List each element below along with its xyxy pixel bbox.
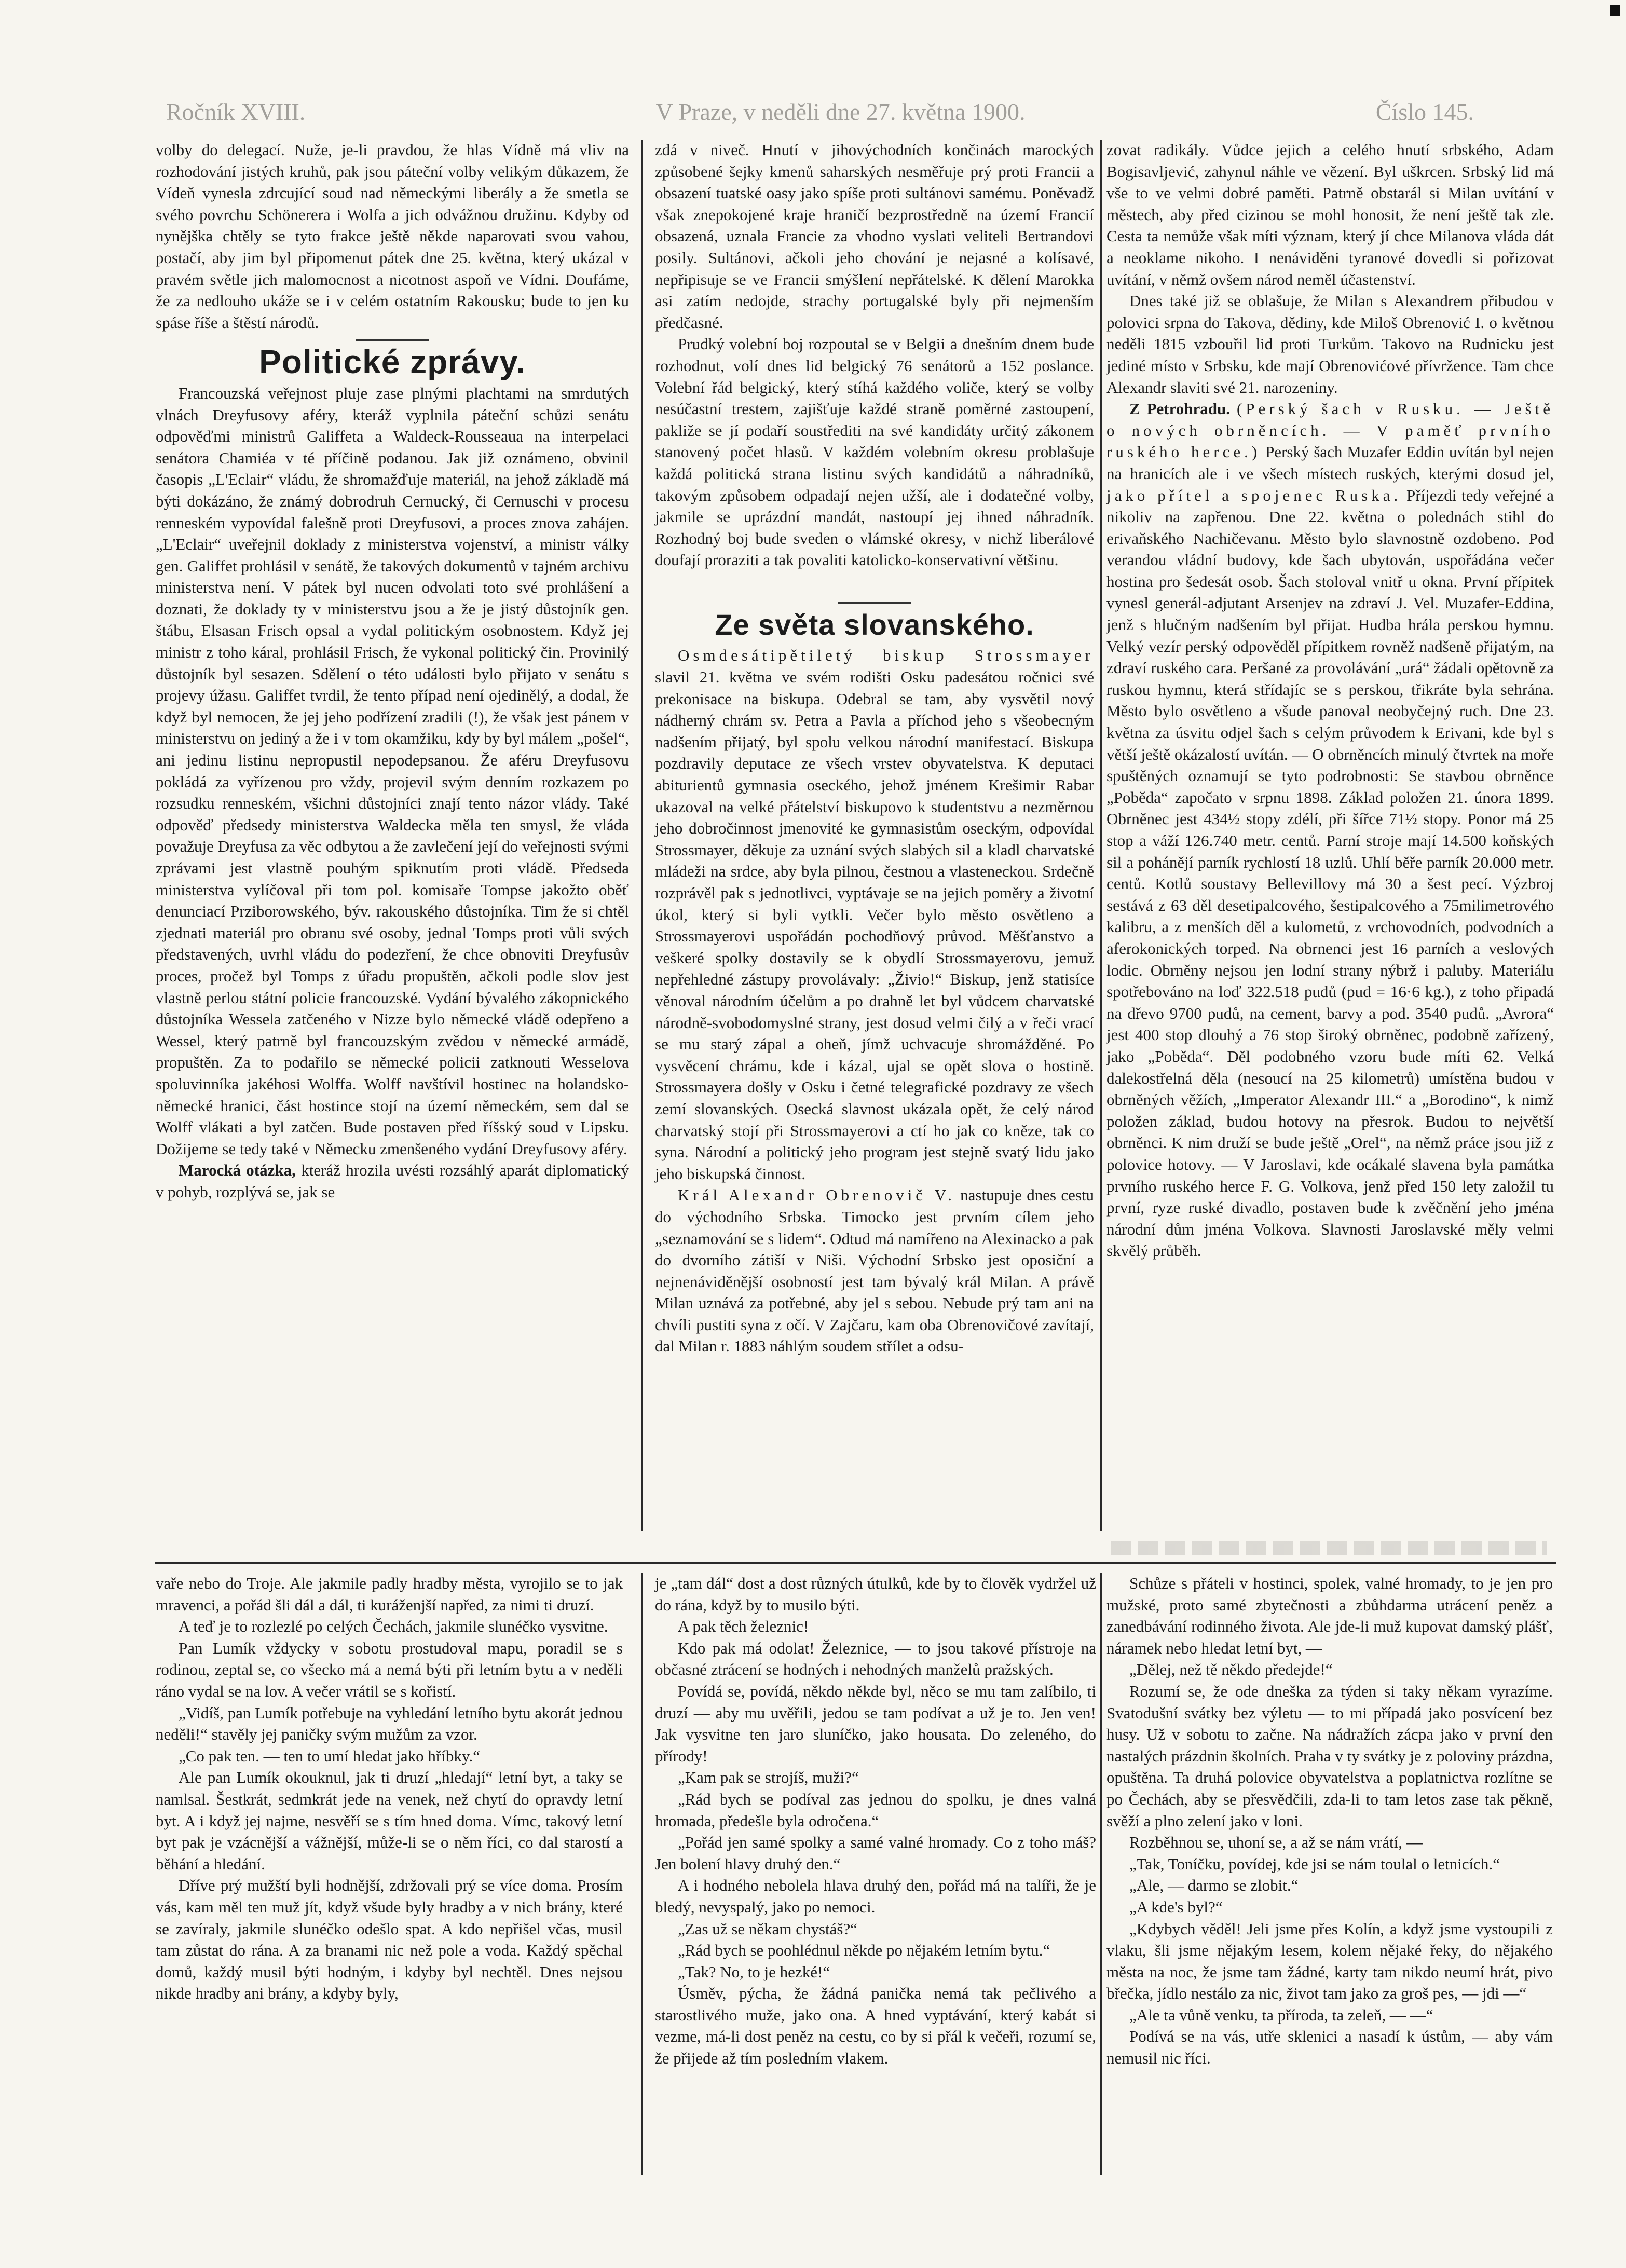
feuilleton-paragraph: Podívá se na vás, utře sklenici a nasadí k ústům, — aby vám nemusil nic říci. bbox=[1106, 2027, 1553, 2068]
feuilleton-divider-1 bbox=[641, 1573, 643, 2175]
feuilleton-paragraph: Ale pan Lumík okouknul, jak ti druzí „hledají“ letní byt, a taky se namlsal. Šestkrát, sedmkrát jede na venek, než chytí do opravdy letní byt. A i když jej najme, nesvěří se s tím hned doma. Vímc, takový letní byt pak je vzácnější a vážnější, může-li se o něm říci, co dal starostí a běhání a hledání. bbox=[156, 1768, 623, 1873]
short-rule bbox=[356, 339, 429, 341]
article-continuation: volby do delegací. Nuže, je-li pravdou, že hlas Vídně má vliv na rozhodování jistých kruhů, pak jsou páteční volby velikým důkazem, že Vídeň vynesla zdrcující soud nad německými liberály a že smetla se svého povrchu Schönerera i Wolfa a jich odvážnou družinu. Kdyby od nynějška chtěly se tyto frakce ještě někde naparovati svou vahou, postačí, aby jim byl připomenut pátek dne 25. května, který ukázal v pravém světle jich malomocnost a nicotnost aspoň ve Vídni. Doufáme, že za nedlouho ukáže se i v celém ostatním Rakousku; bude to jen ku spáse říše a štěstí národů. bbox=[156, 141, 629, 332]
section-title-slavic-world: Ze světa slovanského. bbox=[715, 608, 1034, 641]
feuilleton-paragraph: Rozumí se, že ode dneška za týden si taky někam vyrazíme. Svatodušní svátky bez výletu — to mi případá jako posvícení bez husy. Už v sobotu to začne. Na nádražích zácpa jako v první den nastalých prázdnin školních. Praha v ty svátky je z poloviny prázdna, opuštěna. Ta druhá polovice obyvatelstva a poplatnictva rozlítne se po Čechách, aby se přesvědčili, zda-li to tam letos zase tak pěkně, svěží a plno zelení jako v loni. bbox=[1106, 1682, 1553, 1830]
article-belgium-lead: Prudký volební boj rozpoutal se v Belgii bbox=[678, 335, 945, 353]
corner-mark bbox=[1610, 5, 1620, 16]
feuilleton-paragraph: Pan Lumík vždycky v sobotu prostudoval mapu, poradil se s rodinou, zeptal se, co všecko má a nemá býti při letním bytu a v neděli ráno vydal se na lov. A večer vrátil se s kořistí. bbox=[156, 1638, 623, 1700]
article-petrograd bbox=[1106, 398, 1554, 1262]
column-3 bbox=[1106, 139, 1554, 1262]
feuilleton-paragraph: Povídá se, povídá, někdo někde byl, něco se mu tam zalíbilo, ti druzí — aby mu uvěřili, jedou se tam podívat a už je to. Jen ven! Jak vysvitne ten jaro sluníčko, jako housata. Do zeleného, do přírody! bbox=[655, 1682, 1096, 1765]
feuilleton-paragraph: „Tak, Toníčku, povídej, kde jsi se nám toulal o letnicích.“ bbox=[1129, 1854, 1500, 1873]
article-petrograd-subtitle: (Perský šach v Rusku. — Ještě o nových obrněncích. — V paměť prvního ruského herce.) bbox=[1106, 400, 1554, 461]
feuilleton-header-decoration bbox=[1111, 1541, 1547, 1555]
short-rule bbox=[838, 602, 911, 604]
header-volume: Ročník XVIII. bbox=[166, 98, 306, 125]
article-morocco-text: kteráž hrozila uvésti rozsáhlý aparát diplomatický v pohyb, rozplývá se, jak se bbox=[156, 1161, 629, 1201]
feuilleton-paragraph: vaře nebo do Troje. Ale jakmile padly hradby města, vyrojilo se to jak mravenci, a pořád šli dál a dál, ti kuráženjší napřed, za nimi ti druzí. bbox=[156, 1574, 623, 1614]
article-petrograd-emphasis: jako přítel a spojenec Ruska. bbox=[1106, 486, 1402, 504]
article-king-alexander-text: nastupuje dnes cestu do východního Srbska. Timocko jest prvním cílem jeho „seznamování se s lidem“. Odtud má namířeno na Alexinacko a pak do dvorního zátiší v Niši. Východní Srbsko jest oposiční a nejnenáviděnější osobností jest tam bývalý král Milan. A právě Milan uznává za potřebné, aby jel s sebou. Nebude prý tam ani na chvíli pustiti syna z očí. V Zajčaru, kam oba Obrenovičové zavítají, dal Milan r. 1883 náhlým soudem střílet a odsu- bbox=[655, 1186, 1095, 1356]
feuilleton-paragraph: „Rád bych se podíval zas jednou do spolku, je dnes valná hromada, předešle byla odročena.“ bbox=[655, 1789, 1096, 1830]
feuilleton-paragraph: A pak těch železnic! bbox=[678, 1617, 809, 1636]
article-belgium bbox=[655, 333, 1094, 571]
article-petrograd-lead: Z Petrohradu. bbox=[1129, 400, 1231, 418]
feuilleton-paragraph: „Kam pak se strojíš, muži?“ bbox=[678, 1768, 859, 1787]
article-petrograd-text: Příjezdi tedy veřejné a nikoliv na zapřenou. Dne 22. května o polednách stihl do erivaňského Nachičevanu. Město bylo slavnostně ozdobeno. Pod verandou vládní budovy, kde šach ubytován, uspořádána večer hostina pro šedesát osob. Šach stoloval vnitř u okna. První přípitek vynesl generál-adjutant Arsenjev na zdraví J. Vel. Muzafer-Eddina, jenž s hlučným nadšením byl přijat. Hudba hrála perskou hymnu. Velký vezír perský odpověděl přípitkem rovněž nadšeně přijatým, na zdraví ruského cara. Peršané za provolávání „urá“ žádali opětovně za ruskou hymnu, která střídajíc se s perskou, třikráte byla sehrána. Město bylo osvětleno a všude panoval neobyčejný ruch. Dne 23. května za úsvitu odjel šach s celým průvodem k Erivani, kde byl s větší ještě okázalostí uvítán. — O obrněncích minulý čtvrtek na moře spuštěných oznamují se tyto podrobnosti: Se stavbou obrněnce „Poběda“ započato v srpnu 1898. Základ položen 21. února 1899. Obrněnec jest 434½ stopy zdélí, při šířce 71½ stopy. Ponor má 25 stop a váží 126.740 metr. centů. Parní stroje mají 14.500 koňských sil a pohánějí parník rychlostí 18 uzlů. Uhlí běře parník 20.000 metr. centů. Kotlů soustavy Bellevillovy má 30 a šest pecí. Výzbroj sestává z 63 děl desetipalcového, šestipalcového a 75milimetrového kalibru, a z menších děl a kulometů, z vrchovodních, podvodních a aferokonických torped. Na obrnenci jest 16 parních a veslových lodic. Obrněny nejsou jen lodní strany nýbrž i paluby. Materiálu spotřebováno na loď 322.518 pudů (pud = 16·6 kg.), z toho připadá na dřevo 9700 pudů, na cement, barvy a pod. 3540 pudů. „Avrora“ jest 400 stop dlouhý a 76 stop široký obrněnec, podobně zařízený, jako „Poběda“. Děl podobného vzoru bude míti 62. Velká dalekostřelná děla (nesoucí na 25 kilometrů) umístěna budou v obrněných věžích, „Imperator Alexandr III.“ a „Borodino“, k nimž položen základ, budou hotovy na přesrok. Budou to největší obrněnci. K nim druží se bude ještě „Orel“, na němž práce jsou již z polovice hotovy. — V Jaroslavi, kde ocákalé slavena byla památka prvního ruského herce F. G. Volkova, jenž před 150 lety založil tu první, ryze ruské divadlo, postaven bude k zvěčnění jeho jména národní dům jména Volkova. Slavnosti Jaroslavské měly velmi skvělý průběh. bbox=[1106, 486, 1554, 1260]
article-strossmayer bbox=[655, 645, 1094, 1184]
column-2 bbox=[655, 139, 1094, 1357]
feuilleton-paragraph: Úsměv, pýcha, že žádná panička nemá tak pečlivého a starostlivého muže, jako ona. A hned vyptávání, který kabát si vezme, má-li dost peněz na cestu, co by si přál k večeři, rozumí se, že přijede až tím posledním vlakem. bbox=[655, 1984, 1096, 2068]
page-header bbox=[166, 93, 1474, 130]
article-belgium-text: a dnešním dnem bude rozhodnut, volí dnes lid belgický 76 senátorů a 152 poslance. Volební řád belgický, který stíhá každého voliče, který se volby nesúčastní trestem, zajišťuje každé straně poměrné zastoupení, pakliže se jí podaří soustřediti na své kandidáty určitý zákonem stanovený počet hlasů. V každém volebním okresu problašuje každá politická strana listinu svých kandidátů a náhradníků, takovým způsobem odpadají nejen užší, ale i dodatečné volby, jakmile se uprázdní mandát, nastoupí jej ihned náhradník. Rozhodný boj bude sveden o vlámské okresy, v nichž liberálové doufají proraziti a tak povaliti katolicko-konservativní většinu. bbox=[655, 335, 1095, 569]
article-strossmayer-text: slavil 21. května ve svém rodišti Osku padesátou ročnici své prekonisace na biskupa. Odebral se tam, aby vysvětil nový nádherný chrám sv. Petra a Pavla a příchod jeho s všeobecným nadšením přijatý, byl spolu velkou národní manifestací. Biskupa pozdravily deputace ze všech vrstev obyvatelstva. K deputaci abiturientů gymnasia oseckého, jehož jménem Krešimir Rabar ukazoval na velké přátelství biskupovo k studentstvu a nezměrnou jeho dobročinnost jmenovité ke gymnasistům oseckým, odpovídal Strossmayer, děkuje za uznání svých slabých sil a kladl charvatské mládeži na srdce, aby byla pilnou, čestnou a vlasteneckou. Srdečně rozprávěl pak s jednotlivci, vyptávaje se na jejich poměry a životní úkol, který si byli vytkli. Večer bylo město osvětleno a Strossmayerovi uspořádán pochodňový průvod. Měšťanstvo a veškeré spolky dostavily se k obydlí Strossmayerovu, jemuž nepřehledné zástupy provolávaly: „Živio!“ Biskup, jenž statisíce věnoval národním účelům a po drahně let byl vůdcem charvatské národně-svobodomyslné strany, jest dosud velmi čilý a v řeči vrací se mu starý zápal a oheň, jímž uchvacuje shromážděné. Po vysvěcení chrámu, kde i kázal, ujal se opět slova o hostině. Strossmayera došly v Osku i četné telegrafické pozdravy ze všech zemí slovanských. Osecká slavnost ukázala opět, že celý národ charvatský stojí při Strossmayerovi a ctí ho jak co kněze, tak co syna. Národní a politický jeho program jest stejně svatý lidu jako jeho biskupská činnost. bbox=[655, 668, 1094, 1183]
article-king-alexander-lead: Král Alexandr Obrenovič V. bbox=[678, 1186, 955, 1205]
feuilleton-paragraph: A i hodného nebolela hlava druhý den, pořád má na talíři, že je bledý, nevyspalý, jako po nemoci. bbox=[655, 1876, 1096, 1916]
feuilleton-paragraph: „A kde's byl?“ bbox=[1129, 1897, 1223, 1916]
column-1 bbox=[156, 139, 629, 1203]
article-takovo: Dnes také již se oblašuje, že Milan s Alexandrem přibudou v polovici srpna do Takova, dědiny, kde Miloš Obrenović I. o květnou neděli 1815 vzbouřil lid proti Turkům. Takovo na Rudnicku jest jediné místo v Srbsku, kde mají Obrenovićové přívržence. Tam chce Alexandr slaviti své 21. narozeniny. bbox=[1106, 292, 1554, 397]
feuilleton-column-2 bbox=[655, 1573, 1096, 2069]
feuilleton-paragraph: Dříve prý mužští byli hodnější, zdržovali prý se více doma. Prosím vás, kam měl ten muž jít, když všude byly hradby a v nich brány, které se zavíraly, jakmile slunéčko odešlo spat. A kdo nepřišel včas, musil tam zůstat do rána. A za branami nic než pole a voda. Každý spěchal domů, každý musil býti hodným, i kdyby byl nechtěl. Dnes nejsou nikde hradby ani brány, a kdyby byly, bbox=[156, 1876, 623, 2003]
article-petrograd-intro: Perský šach Muzafer Eddin uvítán byl nejen na hranicích ale i ve všech místech ruských, kterými dosud jel, bbox=[1106, 443, 1554, 483]
feuilleton-paragraph: Kdo pak má odolat! Železnice, — to jsou takové přístroje na občasné ztrácení se hodných i nehodných manželů pražských. bbox=[655, 1638, 1096, 1679]
article-dreyfus: Francouzská veřejnost pluje zase plnými plachtami na smrdutých vlnách Dreyfusovy aféry, kteráž vyplnila páteční schůzi senátu odpověďmi ministrů Galiffeta a Waldeck-Rousseaua na interpelaci senátora Chamiéa v té příčině podanou. Jak již oznámeno, obvinil časopis „L'Eclair“ vládu, že shromažďuje materiál, na jehož základě má býti dokázáno, že známý dobrodruh Cernucký, či Cernuschi v procesu renneském vypovídal falešně proti Dreyfusovi, a proces znova zahájen. „L'Eclair“ uveřejnil doklady z ministerstva vojenství, a ministr války gen. Galiffet prohlásil v senátě, že takových dokumentů v tajném archivu ministerstva není. V pátek byl nucen odvolati toto své prohlášení a doznati, že doklady ty v ministerstvu jsou a že je jistý důstojník gen. štábu, Elsasan Frisch opsal a vydal politickým osobnostem. Když jej ministr z toho káral, prohlásil Frisch, že vykonal politický čin. Provinilý důstojník byl sesazen. Sdělení o této události bylo přijato v senátu s projevy úžasu. Galiffet tvrdil, že tento případ není ojedinělý, a dodal, že když byl nemocen, že jej jeho podřízení zradili (!), že však jest pánem v ministerstvu on jediný a že i v tom okamžiku, kdy by byl málem „pošel“, ani jedinu listinu nepropustil nepodepsanou. Že aféru Dreyfusovu pokládá za vyřízenou pro vždy, projevil svým denním rozkazem po rozsudku renneském, všichni důstojníci znají tento názor vlády. Také odpověď předsedy ministerstva Waldecka měla ten smysl, že vláda považuje Dreyfusa za věc odbytou a že zavlečení její do veřejnosti svými zprávami jest vlastně pouhým spiknutím proti vládě. Předseda ministerstva vylíčoval při tom pol. komisaře Tompse jakožto oběť denunciací Prziborowského, býv. rakouského důstojníka. Tim že si chtěl zjednati materiál pro obranu své osoby, jednal Tomps proti vůli svých představených, uvrhl vládu do podezření, že chce obnoviti Dreyfusův proces, pročež byl Tomps z úřadu propuštěn, ačkoli podle slov jest vlastně perlou státní policie francouzské. Vydání bývalého zákopnického důstojníka Wessela zatčeného v Nizze bylo německé vládě odepřeno a Wessel, který patrně byl francouzským zvědou v německé armádě, propuštěn. Za to podařilo se německé policii zatknouti Wesselova spoluvinníka jakéhosi Wolffa. Wolff navštívil hostinec na holandsko-německé hranici, část hostince stojí na území německém, sem dal se Wolff vlákati a byl zatčen. Bude postaven před říšský soud v Lipsku. Dožijeme se tedy také v Německu zmenšeného vydání Dreyfusovy aféry. bbox=[156, 384, 629, 1158]
feuilleton-paragraph: „Ale ta vůně venku, ta příroda, ta zeleň, — —“ bbox=[1129, 2005, 1433, 2024]
article-morocco-lead: Marocká otázka, bbox=[179, 1161, 296, 1180]
article-king-alexander bbox=[655, 1184, 1094, 1357]
feuilleton-paragraph: „Ale, — darmo se zlobit.“ bbox=[1129, 1876, 1299, 1895]
section-title-political-news: Politické zprávy. bbox=[259, 343, 526, 381]
header-issue: Číslo 145. bbox=[1375, 98, 1474, 125]
article-morocco-continuation: zdá v niveč. Hnutí v jihovýchodních končinách marockých způsobené šejky kmenů saharských nesměřuje prý proti Francii a obsazení tuatské oasy jako spíše proti sultánovi samému. Poněvadž však znepokojené kraje hraničí bezprostředně na území Francií obsazená, uznala Francie za vhodno vyslati veliteli Bertrandovi posily. Sultánovi, ačkoli jeho chování je nejasné a kolísavé, nepřipisuje se ve Francii smýšlení nepřátelské. K dělení Marokka asi zatím nedojde, strachy portugalské byly při nejmenším předčasné. bbox=[655, 141, 1094, 332]
feuilleton-divider-2 bbox=[1100, 1573, 1102, 2175]
feuilleton-paragraph: „Pořád jen samé spolky a samé valné hromady. Co z toho máš? Jen bolení hlavy druhý den.“ bbox=[655, 1833, 1096, 1873]
feuilleton-paragraph: Schůze s přáteli v hostinci, spolek, valné hromady, to je jen pro mužské, proto samé zbytečnosti a zbůhdarma utrácení peněz a zanedbávání rodinného života. Ale jde-li muž kupovat damský plášť, náramek nebo hledat letní byt, — bbox=[1106, 1574, 1553, 1657]
article-morocco bbox=[156, 1159, 629, 1203]
article-serbia-continuation: zovat radikály. Vůdce jejich a celého hnutí srbského, Adam Bogisavljević, zahynul náhle ve vězení. Byl uškrcen. Srbský lid má vše to ve velmi dobré paměti. Patrně obstarál si Milan uvítání v městech, aby před cizinou se mohl honosit, že není ještě tak zle. Cesta ta nemůže však míti význam, který jí chce Milanova vláda dát a neoklame nikoho. I nenáviděni tyranové dovedli si pořizovat uvítání, v němž ovšem národ neměl účastenství. bbox=[1106, 141, 1554, 289]
feuilleton-paragraph: „Zas už se někam chystáš?“ bbox=[678, 1919, 858, 1938]
feuilleton-paragraph: „Dělej, než tě někdo předejde!“ bbox=[1129, 1660, 1333, 1679]
feuilleton-paragraph: „Tak? No, to je hezké!“ bbox=[678, 1962, 830, 1981]
feuilleton-paragraph: „Kdybych věděl! Jeli jsme přes Kolín, a když jsme vystoupili z vlaku, šli jsme nějakým lesem, kolem nějaké řeky, do nějakého města na noc, že jsme tam žádné, karty tam nikdo neumí hrát, pivo břečka, jídlo nestálo za nic, život tam jako za groš pes, — jdi —“ bbox=[1106, 1919, 1553, 2003]
feuilleton-paragraph: „Rád bych se poohlédnul někde po nějakém letním bytu.“ bbox=[678, 1941, 1050, 1960]
feuilleton-column-1 bbox=[156, 1573, 623, 2004]
feuilleton-column-3 bbox=[1106, 1573, 1553, 2069]
column-divider-2 bbox=[1100, 140, 1102, 1531]
feuilleton-divider bbox=[155, 1562, 1556, 1564]
feuilleton-paragraph: je „tam dál“ dost a dost různých útulků, kde by to člověk vydržel už do rána, když by to musilo býti. bbox=[655, 1574, 1096, 1614]
header-date: V Praze, v neděli dne 27. května 1900. bbox=[655, 98, 1026, 125]
feuilleton-paragraph: „Co pak ten. — ten to umí hledat jako hříbky.“ bbox=[179, 1746, 480, 1765]
feuilleton-paragraph: Rozběhnou se, uhoní se, a až se nám vrátí, — bbox=[1129, 1833, 1423, 1852]
column-divider-1 bbox=[641, 140, 643, 1531]
article-strossmayer-lead: Osmdesátipětiletý biskup Strossmayer bbox=[678, 646, 1094, 665]
feuilleton-paragraph: „Vidíš, pan Lumík potřebuje na vyhledání letního bytu akorát jednou neděli!“ stavěly jej paničky svým mužům za vzor. bbox=[156, 1703, 623, 1744]
feuilleton-paragraph: A teď je to rozlezlé po celých Čechách, jakmile slunéčko vysvitne. bbox=[179, 1617, 608, 1636]
